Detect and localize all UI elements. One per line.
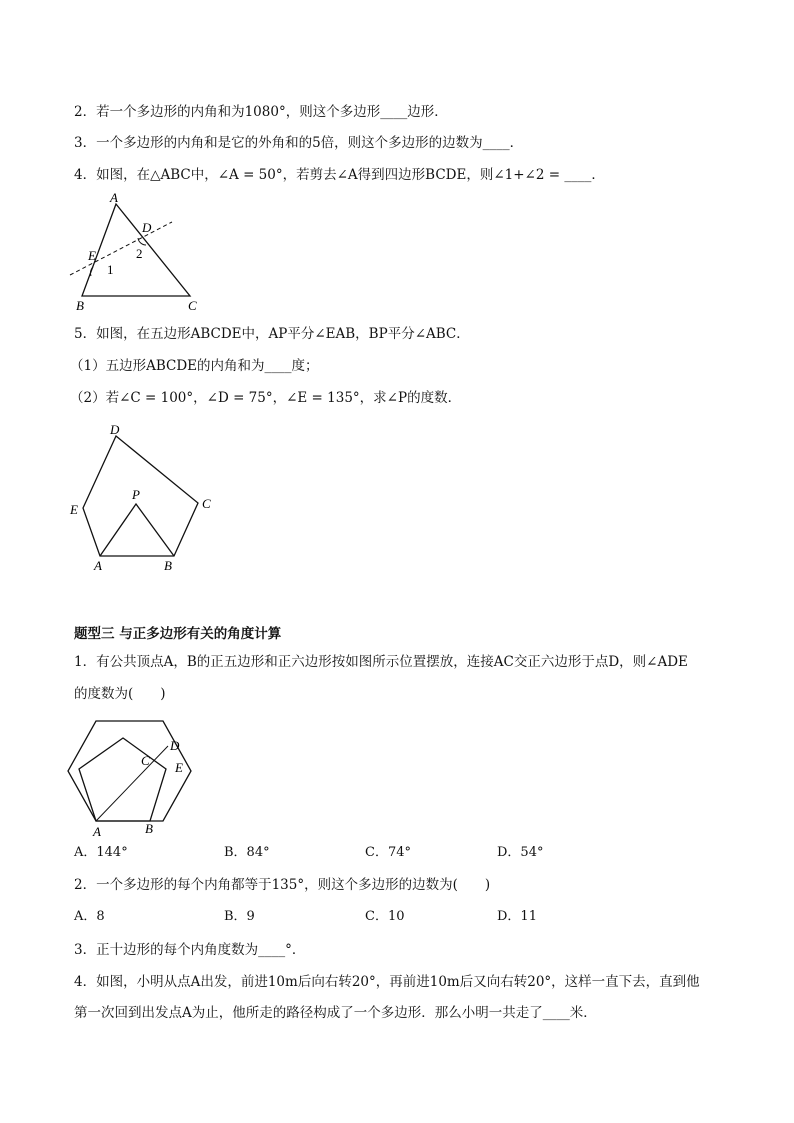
- section3-question-1-line-1: 1．有公共顶点A，B的正五边形和正六边形按如图所示位置摆放，连接AC交正六边形于点D，则∠ADE: [74, 654, 688, 670]
- q2-option-d: D．11: [497, 909, 537, 924]
- hexagon-label-e: E: [175, 760, 183, 775]
- section-3-heading: 题型三 与正多边形有关的角度计算: [74, 626, 282, 642]
- pentagon-label-b: B: [164, 558, 172, 573]
- question-5-text: 5．如图，在五边形ABCDE中，AP平分∠EAB，BP平分∠ABC．: [74, 326, 470, 342]
- pentagon-label-e: E: [70, 502, 78, 517]
- hexagon-label-d: D: [170, 738, 180, 753]
- pentagon-label-p: P: [132, 487, 140, 502]
- triangle-label-1: 1: [107, 262, 114, 277]
- pentagon-label-a: A: [94, 558, 102, 573]
- question-4-text: 4．如图，在△ABC中，∠A = 50°，若剪去∠A得到四边形BCDE，则∠1+∠2 = ____．: [74, 167, 605, 183]
- hexagon-label-c: C: [141, 753, 150, 768]
- hexagon-label-a: A: [93, 824, 101, 839]
- q2-option-b: B．9: [224, 909, 255, 924]
- q1-option-b: B．84°: [224, 845, 270, 860]
- q2-option-c: C．10: [365, 909, 405, 924]
- q1-option-c: C．74°: [365, 845, 411, 860]
- pentagon-label-d: D: [110, 422, 120, 437]
- triangle-figure: [60, 190, 210, 315]
- question-3-text: 3．一个多边形的内角和是它的外角和的5倍，则这个多边形的边数为____．: [74, 135, 524, 151]
- q1-option-a: A．144°: [74, 845, 128, 860]
- question-2-text: 2．若一个多边形的内角和为1080°，则这个多边形____边形．: [74, 104, 448, 120]
- triangle-label-a: A: [110, 190, 118, 205]
- section3-question-4-line-2: 第一次回到出发点A为止，他所走的路径构成了一个多边形．那么小明一共走了____米．: [74, 1005, 597, 1021]
- question-5-part-2: （2）若∠C = 100°，∠D = 75°，∠E = 135°，求∠P的度数．: [70, 390, 462, 406]
- q2-option-a: A．8: [74, 909, 105, 924]
- section3-question-4-line-1: 4．如图，小明从点A出发，前进10m后向右转20°，再前进10m后又向右转20°，这样一直下去，直到他: [74, 974, 700, 990]
- hexagon-label-b: B: [145, 821, 153, 836]
- q1-option-d: D．54°: [497, 845, 544, 860]
- section3-question-2-text: 2．一个多边形的每个内角都等于135°，则这个多边形的边数为( ): [74, 877, 491, 893]
- pentagon-figure: [66, 420, 226, 580]
- question-5-part-1: （1）五边形ABCDE的内角和为____度；: [70, 358, 319, 374]
- triangle-label-b: B: [76, 298, 84, 313]
- triangle-label-2: 2: [136, 246, 143, 261]
- hexagon-pentagon-figure: [60, 710, 200, 839]
- triangle-label-d: D: [142, 220, 152, 235]
- triangle-label-c: C: [188, 298, 197, 313]
- triangle-label-e: E: [88, 248, 96, 263]
- pentagon-label-c: C: [202, 496, 211, 511]
- section3-question-3-text: 3．正十边形的每个内角度数为____°．: [74, 942, 306, 958]
- section3-question-1-line-2: 的度数为( ): [74, 686, 166, 702]
